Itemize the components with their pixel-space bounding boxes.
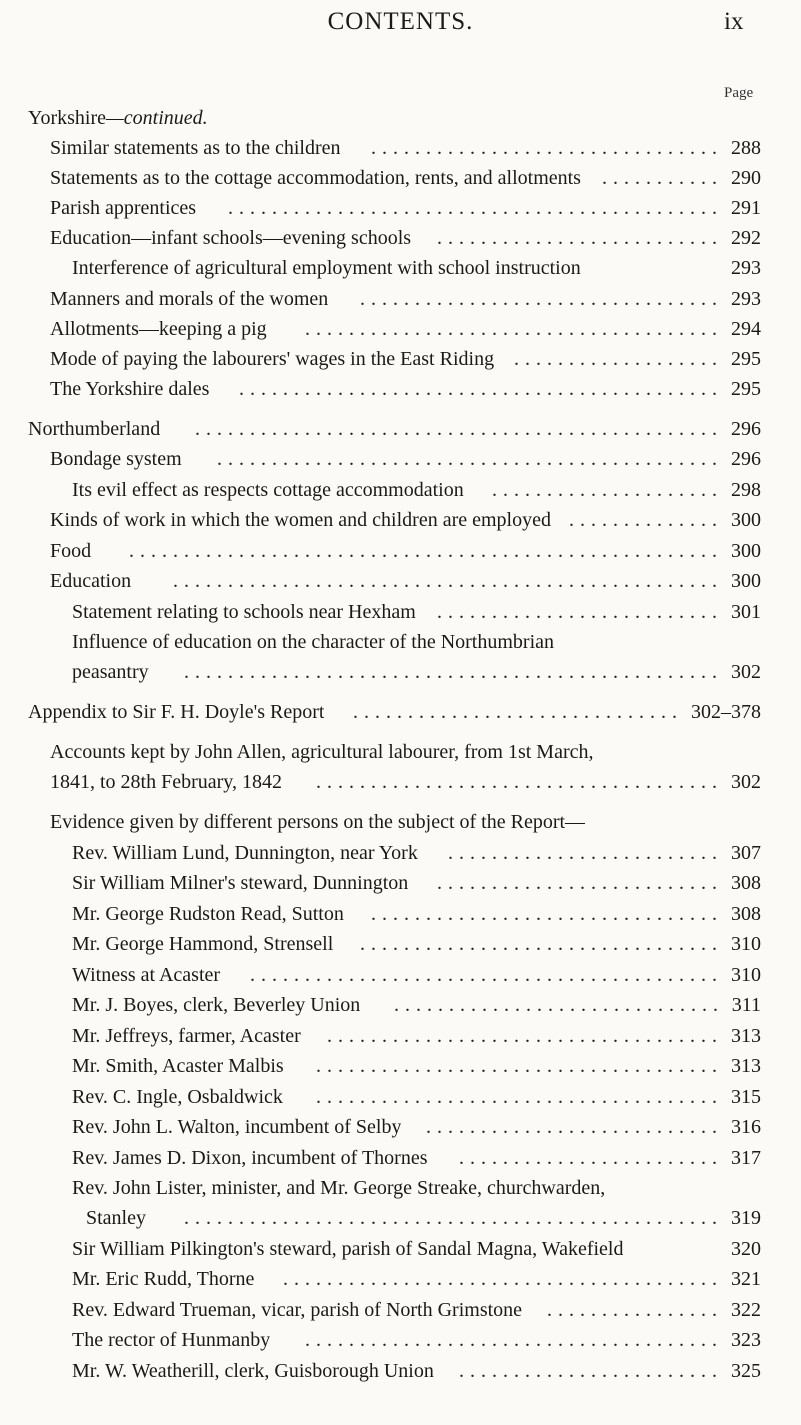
toc-entry-page: 293 (731, 288, 761, 310)
toc-entry-page: 300 (731, 570, 761, 592)
toc-entry (0, 627, 801, 657)
toc-entry (0, 1356, 801, 1386)
dot-leader: ................... (514, 348, 723, 370)
toc-entry (0, 1082, 801, 1112)
toc-entry-title: Statement relating to schools near Hexham (72, 601, 416, 623)
toc-entry-title: Mr. George Rudston Read, Sutton (72, 903, 344, 925)
toc-entry (0, 990, 801, 1020)
toc-entry (0, 1173, 801, 1203)
dot-leader: ..................................... (316, 771, 723, 793)
section-heading (28, 107, 208, 130)
dot-leader: ........................................... (250, 964, 723, 986)
toc-entry-page: 293 (731, 257, 761, 279)
dot-leader: ........................ (459, 1147, 723, 1169)
dot-leader: .................................... (327, 1025, 723, 1047)
toc-entry-title: Manners and morals of the women (50, 288, 329, 310)
toc-entry-title: Sir William Pilkington's steward, parish of Sandal Magna, Wakefield (72, 1238, 624, 1260)
toc-entry (0, 284, 801, 314)
toc-entry-page: 317 (731, 1147, 761, 1169)
toc-entry-page: 320 (731, 1238, 761, 1260)
dot-leader: ..................................... (316, 1055, 723, 1077)
toc-entry (0, 1325, 801, 1355)
toc-entry-page: 322 (731, 1299, 761, 1321)
dot-leader: ......................... (448, 842, 723, 864)
dot-leader: ............................................. (228, 197, 723, 219)
toc-entry-title: Rev. Edward Trueman, vicar, parish of North Grimstone (72, 1299, 523, 1321)
toc-entry (0, 737, 801, 767)
toc-entry-title: Mr. J. Boyes, clerk, Beverley Union (72, 994, 361, 1016)
toc-entry-title: Rev. John L. Walton, incumbent of Selby (72, 1116, 402, 1138)
toc-entry-page: 292 (731, 227, 761, 249)
toc-entry-page: 310 (731, 933, 761, 955)
toc-entry-title: Mode of paying the labourers' wages in the East Riding (50, 348, 495, 370)
toc-entry (0, 1203, 801, 1233)
toc-entry-title: Witness at Acaster (72, 964, 221, 986)
dot-leader: ................................................ (195, 418, 723, 440)
toc-entry (0, 1295, 801, 1325)
toc-entry-page: 296 (731, 448, 761, 470)
toc-entry (0, 1264, 801, 1294)
toc-entry (0, 444, 801, 474)
toc-entry (0, 566, 801, 596)
toc-entry-title: Stanley (86, 1207, 146, 1229)
dot-leader: .......................... (437, 872, 723, 894)
toc-entry-title: Rev. John Lister, minister, and Mr. George Streake, churchwarden, (72, 1177, 606, 1199)
toc-entry (0, 344, 801, 374)
dot-leader: ................ (547, 1299, 723, 1321)
toc-entry-page: 298 (731, 479, 761, 501)
toc-entry-page: 302–378 (691, 701, 761, 723)
dot-leader: ................................ (371, 137, 723, 159)
toc-entry-page: 310 (731, 964, 761, 986)
toc-entry-title: Education—infant schools—evening schools (50, 227, 412, 249)
toc-entry-page: 302 (731, 661, 761, 683)
toc-entry-title: Mr. George Hammond, Strensell (72, 933, 334, 955)
page-header (0, 8, 801, 44)
toc-entry-page: 300 (731, 540, 761, 562)
dot-leader: .................................................. (173, 570, 723, 592)
toc-entry-title: Mr. Jeffreys, farmer, Acaster (72, 1025, 301, 1047)
toc-entry-title: Influence of education on the character of the Northumbrian (72, 631, 555, 653)
dot-leader: .............................. (353, 701, 683, 723)
dot-leader: ........................... (426, 1116, 723, 1138)
toc-entry (0, 1234, 801, 1264)
toc-entry-page: 323 (731, 1329, 761, 1351)
toc-entry (0, 374, 801, 404)
dot-leader: ................................. (360, 933, 723, 955)
toc-entry-title: Food (50, 540, 92, 562)
toc-entry-page: 296 (731, 418, 761, 440)
dot-leader: ............................................ (239, 378, 723, 400)
toc-entry (0, 505, 801, 535)
toc-entry (0, 414, 801, 444)
toc-entry-page: 313 (731, 1025, 761, 1047)
toc-entry-title: Rev. James D. Dixon, incumbent of Thornes (72, 1147, 428, 1169)
dot-leader: ................................................. (184, 1207, 723, 1229)
dot-leader: ................................................. (184, 661, 723, 683)
toc-entry-title: Bondage system (50, 448, 182, 470)
page-title: CONTENTS. (327, 8, 474, 35)
toc-entry-title: Northumberland (28, 418, 161, 440)
toc-entry (0, 929, 801, 959)
toc-entry-title: Accounts kept by John Allen, agricultural labourer, from 1st March, (50, 741, 594, 763)
toc-entry (0, 1021, 801, 1051)
toc-entry-title: Mr. Smith, Acaster Malbis (72, 1055, 284, 1077)
toc-entry-title: Rev. William Lund, Dunnington, near York (72, 842, 418, 864)
dot-leader: ................................. (360, 288, 723, 310)
page-number: ix (724, 8, 744, 35)
toc-entry-page: 294 (731, 318, 761, 340)
toc-entry-title: Appendix to Sir F. H. Doyle's Report (28, 701, 325, 723)
toc-entry-page: 300 (731, 509, 761, 531)
toc-entry-page: 311 (731, 994, 761, 1016)
toc-entry (0, 193, 801, 223)
toc-entry (0, 314, 801, 344)
toc-entry (0, 767, 801, 797)
toc-entry-page: 307 (731, 842, 761, 864)
dot-leader: ...................................... (305, 1329, 723, 1351)
toc-entry-page: 288 (731, 137, 761, 159)
toc-entry-title: Mr. W. Weatherill, clerk, Guisborough Union (72, 1360, 434, 1382)
toc-entry-page: 308 (731, 872, 761, 894)
toc-entry-title: Parish apprentices (50, 197, 197, 219)
toc-entry-page: 315 (731, 1086, 761, 1108)
toc-entry-title: Education (50, 570, 132, 592)
toc-entry-page: 321 (731, 1268, 761, 1290)
toc-entry-page: 291 (731, 197, 761, 219)
dot-leader: ...................................... (305, 318, 723, 340)
toc-entry-page: 308 (731, 903, 761, 925)
toc-entry (0, 1112, 801, 1142)
toc-entry-title: Interference of agricultural employment with school instruction (72, 257, 581, 279)
toc-entry (0, 223, 801, 253)
toc-entry-title: 1841, to 28th February, 1842 (50, 771, 283, 793)
toc-entry-title: Mr. Eric Rudd, Thorne (72, 1268, 255, 1290)
toc-entry-title: Similar statements as to the children (50, 137, 341, 159)
dot-leader: .......................... (437, 601, 723, 623)
toc-entry-page: 301 (731, 601, 761, 623)
toc-entry (0, 807, 801, 837)
dot-leader: ........................ (459, 1360, 723, 1382)
page-column-label: Page (724, 85, 754, 101)
toc-entry (0, 899, 801, 929)
dot-leader: ..................... (492, 479, 723, 501)
toc-entry-page: 302 (731, 771, 761, 793)
toc-entry-title: peasantry (72, 661, 149, 683)
toc-entry-page: 290 (731, 167, 761, 189)
toc-entry (0, 960, 801, 990)
toc-entry (0, 475, 801, 505)
toc-entry (0, 868, 801, 898)
section-name: Yorkshire (28, 107, 106, 129)
toc-entry-title: The Yorkshire dales (50, 378, 210, 400)
toc-entry (0, 838, 801, 868)
toc-entry-title: Kinds of work in which the women and children are employed (50, 509, 551, 531)
toc-entry-title: Sir William Milner's steward, Dunnington (72, 872, 409, 894)
toc-entry-title: Its evil effect as respects cottage accommodation (72, 479, 464, 501)
dot-leader: .......................... (437, 227, 723, 249)
dot-leader: ..................................... (316, 1086, 723, 1108)
toc-entry-title: Allotments—keeping a pig (50, 318, 267, 340)
dot-leader: ...................................................... (129, 540, 723, 562)
dot-leader: ........... (602, 167, 723, 189)
dot-leader: .............. (569, 509, 723, 531)
toc-entry (0, 133, 801, 163)
toc-entry-title: Evidence given by different persons on the subject of the Report— (50, 811, 586, 833)
toc-entry-page: 319 (731, 1207, 761, 1229)
dot-leader: ........................................ (283, 1268, 723, 1290)
toc-entry-title: The rector of Hunmanby (72, 1329, 271, 1351)
toc-entry-page: 295 (731, 348, 761, 370)
toc-entry (0, 163, 801, 193)
toc-entry (0, 657, 801, 687)
toc-entry (0, 1051, 801, 1081)
toc-entry-page: 295 (731, 378, 761, 400)
dot-leader: ................................ (371, 903, 723, 925)
dot-leader: .............................. (394, 994, 724, 1016)
toc-entry (0, 697, 801, 727)
toc-entry-page: 316 (731, 1116, 761, 1138)
toc-entry-page: 325 (731, 1360, 761, 1382)
toc-entry (0, 597, 801, 627)
toc-entry-page: 313 (731, 1055, 761, 1077)
toc-entry (0, 1143, 801, 1173)
toc-entry-title: Statements as to the cottage accommodation, rents, and allotments (50, 167, 581, 189)
section-continued: —continued. (105, 107, 208, 129)
toc-entry (0, 253, 801, 283)
dot-leader: .............................................. (217, 448, 723, 470)
toc-entry-title: Rev. C. Ingle, Osbaldwick (72, 1086, 283, 1108)
toc-entry (0, 536, 801, 566)
